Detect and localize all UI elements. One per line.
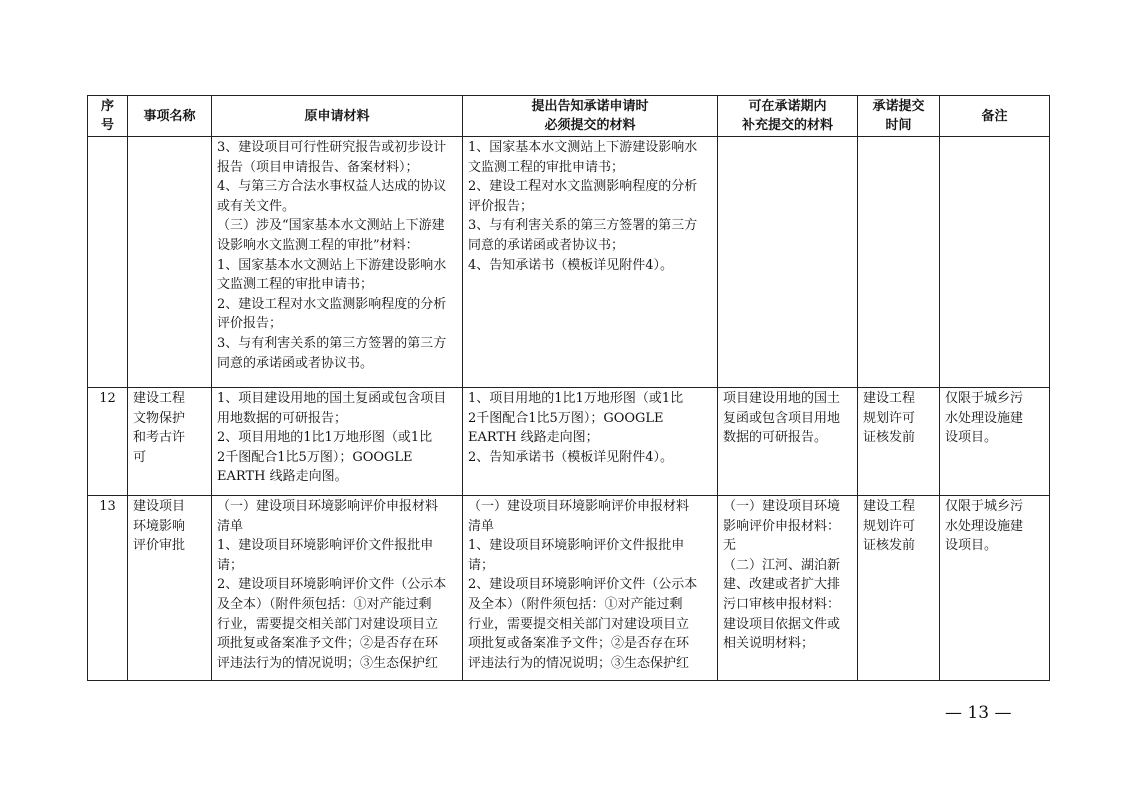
- cell-line: 评价报告；: [468, 198, 534, 214]
- cell-line: 文监测工程的审批申请书；: [217, 277, 374, 293]
- cell-line: 项批复或备案准予文件；②是否存在环: [217, 636, 439, 652]
- seq-cell: 12: [88, 388, 128, 496]
- cell-line: 1、项目建设用地的国土复函或包含项目: [217, 391, 447, 406]
- cell-line: 1、建设项目环境影响评价文件报批申: [468, 538, 685, 554]
- cell-line: 同意的承诺函或者协议书。: [217, 355, 374, 371]
- supplement-cell: [718, 496, 858, 681]
- materials-table: [87, 95, 1050, 681]
- cell-line: 项批复或备案准予文件；②是否存在环: [468, 636, 690, 652]
- cell-line: 污口审核申报材料：: [723, 596, 841, 612]
- cell-line: 4、告知承诺书（模板详见附件4）。: [468, 257, 674, 273]
- cell-line: 清单: [217, 518, 244, 534]
- original-cell: [212, 137, 463, 388]
- cell-line: 相关说明材料；: [723, 636, 815, 652]
- header-seq: 序 号: [88, 96, 128, 137]
- remark-cell: [940, 137, 1050, 388]
- cell-line: 规划许可: [863, 518, 916, 534]
- cell-line: 4、与第三方合法水事权益人达成的协议: [217, 179, 447, 195]
- header-row: [88, 96, 1050, 137]
- cell-line: 建设工程: [863, 499, 916, 514]
- cell-line: 1、项目用地的1比1万地形图（或1比: [468, 391, 684, 406]
- required-cell: [463, 137, 718, 388]
- cell-line: 仅限于城乡污: [945, 499, 1024, 514]
- cell-line: 3、与有利害关系的第三方签署的第三方: [468, 218, 698, 234]
- cell-line: 建设项目依据文件或: [723, 616, 841, 632]
- cell-line: 文物保护: [133, 410, 186, 426]
- seq-cell: [88, 137, 128, 388]
- page-number: — 13 —: [945, 703, 1012, 723]
- cell-line: 及全本）（附件须包括：①对产能过剩: [468, 596, 683, 612]
- table-row: [88, 496, 1050, 681]
- remark-cell: [940, 388, 1050, 496]
- cell-line: 2、告知承诺书（模板详见附件4）。: [468, 449, 674, 465]
- cell-line: 可: [133, 449, 147, 465]
- cell-line: 2、建设项目环境影响评价文件（公示本: [468, 577, 698, 593]
- header-name: 事项名称: [128, 96, 212, 137]
- cell-line: 2、项目用地的1比1万地形图（或1比: [217, 430, 433, 446]
- cell-line: 报告（项目申请报告、备案材料）；: [217, 159, 419, 175]
- cell-line: 影响评价申报材料：: [723, 518, 841, 534]
- cell-line: 环境影响: [133, 518, 186, 534]
- cell-line: 1、国家基本水文测站上下游建设影响水: [468, 140, 698, 155]
- cell-line: 2千图配合1比5万图）；GOOGLE: [217, 449, 413, 465]
- cell-line: 建设工程: [863, 391, 916, 406]
- cell-line: 数据的可研报告。: [723, 430, 828, 446]
- header-time: 承诺提交 时间: [858, 96, 940, 137]
- header-required: 提出告知承诺申请时 必须提交的材料: [463, 96, 718, 137]
- cell-line: 无: [723, 538, 737, 554]
- cell-line: （二）江河、湖泊新: [723, 557, 841, 573]
- header-supplement: 可在承诺期内 补充提交的材料: [718, 96, 858, 137]
- cell-line: （一）建设项目环境: [723, 499, 841, 514]
- required-cell: [463, 388, 718, 496]
- cell-line: 请；: [217, 557, 244, 573]
- cell-line: 及全本）（附件须包括：①对产能过剩: [217, 596, 432, 612]
- required-cell: [463, 496, 718, 681]
- table-row: [88, 388, 1050, 496]
- cell-line: 2、建设项目环境影响评价文件（公示本: [217, 577, 447, 593]
- cell-line: 同意的承诺函或者协议书；: [468, 237, 625, 253]
- cell-line: 建设项目: [133, 499, 186, 514]
- name-cell: [128, 137, 212, 388]
- time-cell: [858, 496, 940, 681]
- cell-line: 用地数据的可研报告；: [217, 410, 348, 426]
- cell-line: 评违法行为的情况说明；③生态保护红: [468, 655, 690, 671]
- name-cell: [128, 388, 212, 496]
- cell-line: 复函或包含项目用地: [723, 410, 841, 426]
- cell-line: 和考古许: [133, 430, 186, 446]
- time-cell: [858, 137, 940, 388]
- cell-line: 3、与有利害关系的第三方签署的第三方: [217, 335, 447, 351]
- time-cell: [858, 388, 940, 496]
- cell-line: 1、国家基本水文测站上下游建设影响水: [217, 257, 447, 273]
- cell-line: 请；: [468, 557, 495, 573]
- cell-line: 设项目。: [945, 538, 998, 554]
- supplement-cell: [718, 388, 858, 496]
- cell-line: 2、建设工程对水文监测影响程度的分析: [217, 296, 447, 312]
- header-original: 原申请材料: [212, 96, 463, 137]
- cell-line: 3、建设项目可行性研究报告或初步设计: [217, 140, 447, 155]
- cell-line: 证核发前: [863, 538, 916, 554]
- cell-line: （一）建设项目环境影响评价申报材料: [468, 499, 690, 514]
- cell-line: 规划许可: [863, 410, 916, 426]
- cell-line: 清单: [468, 518, 495, 534]
- cell-line: 设项目。: [945, 430, 998, 446]
- cell-line: EARTH 线路走向图；: [468, 430, 599, 446]
- cell-line: 水处理设施建: [945, 410, 1024, 426]
- cell-line: 评违法行为的情况说明；③生态保护红: [217, 655, 439, 671]
- cell-line: 或有关文件。: [217, 198, 296, 214]
- cell-line: 证核发前: [863, 430, 916, 446]
- cell-line: 水处理设施建: [945, 518, 1024, 534]
- cell-line: 行业，需要提交相关部门对建设项目立: [217, 616, 439, 632]
- cell-line: （三）涉及“国家基本水文测站上下游建: [217, 218, 445, 234]
- cell-line: （一）建设项目环境影响评价申报材料: [217, 499, 439, 514]
- cell-line: 1、建设项目环境影响评价文件报批申: [217, 538, 434, 554]
- cell-line: 仅限于城乡污: [945, 391, 1024, 406]
- cell-line: 评价报告；: [217, 316, 283, 332]
- cell-line: 2、建设工程对水文监测影响程度的分析: [468, 179, 698, 195]
- cell-line: 设影响水文监测工程的审批”材料：: [217, 237, 419, 253]
- cell-line: 文监测工程的审批申请书；: [468, 159, 625, 175]
- cell-line: 项目建设用地的国土: [723, 391, 841, 406]
- cell-line: 行业，需要提交相关部门对建设项目立: [468, 616, 690, 632]
- remark-cell: [940, 496, 1050, 681]
- name-cell: [128, 496, 212, 681]
- original-cell: [212, 496, 463, 681]
- supplement-cell: [718, 137, 858, 388]
- cell-line: 评价审批: [133, 538, 186, 554]
- table-row: [88, 137, 1050, 388]
- cell-line: 建设工程: [133, 391, 186, 406]
- original-cell: [212, 388, 463, 496]
- cell-line: 建、改建或者扩大排: [723, 577, 841, 593]
- seq-cell: 13: [88, 496, 128, 681]
- cell-line: EARTH 线路走向图。: [217, 469, 348, 485]
- header-remark: 备注: [940, 96, 1050, 137]
- cell-line: 2千图配合1比5万图）；GOOGLE: [468, 410, 664, 426]
